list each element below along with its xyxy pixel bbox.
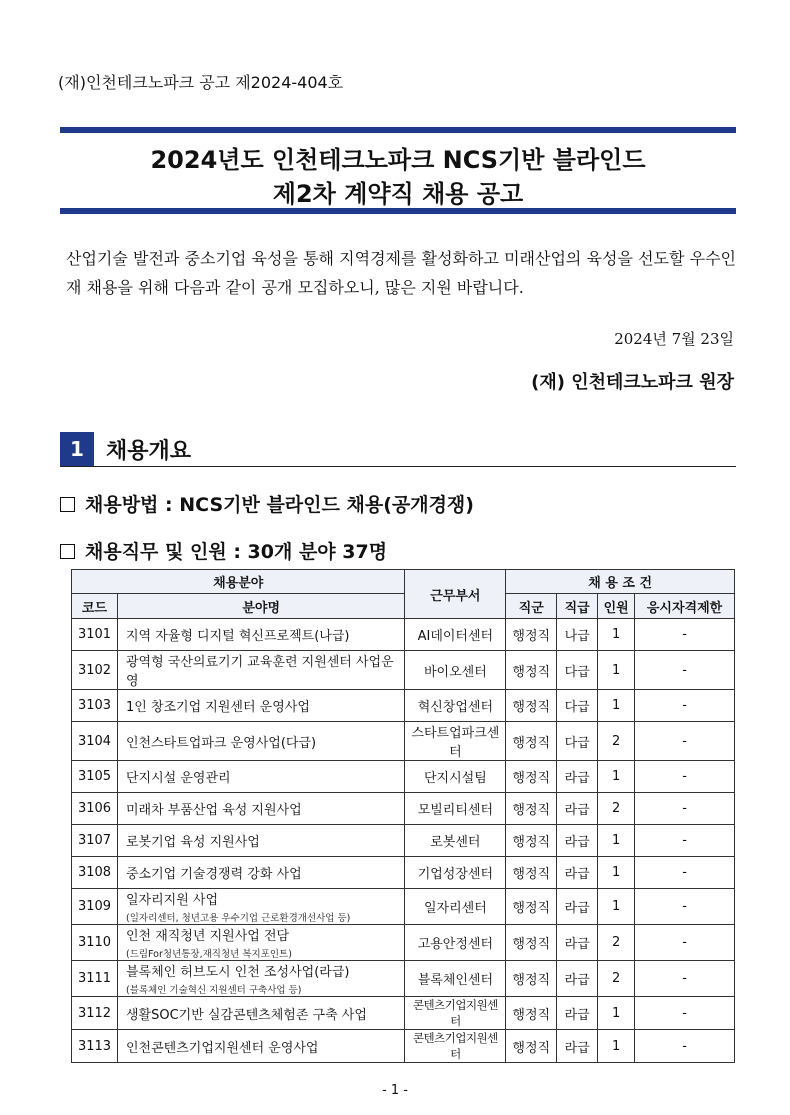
section-title: 채용개요 xyxy=(106,439,192,464)
cell-count: 1 xyxy=(598,1030,635,1063)
cell-restriction: - xyxy=(635,793,735,825)
cell-name xyxy=(117,857,404,889)
cell-grade: 라급 xyxy=(557,793,598,825)
header-job-group: 직군 xyxy=(506,594,557,619)
cell-group: 행정직 xyxy=(506,997,557,1030)
cell-count: 1 xyxy=(598,825,635,857)
cell-name xyxy=(117,961,404,997)
field-name-text: 인천콘텐츠기업지원센터 운영사업 xyxy=(125,1040,319,1056)
cell-code: 3105 xyxy=(72,761,118,793)
cell-name xyxy=(117,825,404,857)
cell-count: 2 xyxy=(598,961,635,997)
cell-dept: 모빌리티센터 xyxy=(405,793,506,825)
cell-grade: 다급 xyxy=(557,690,598,722)
table-row xyxy=(72,961,735,997)
checkbox-square-icon xyxy=(60,497,75,512)
cell-code: 3108 xyxy=(72,857,118,889)
cell-grade: 라급 xyxy=(557,889,598,925)
table-row xyxy=(72,857,735,889)
cell-dept: 일자리센터 xyxy=(405,889,506,925)
bullet-recruit-method xyxy=(60,490,474,517)
cell-code: 3101 xyxy=(72,619,118,651)
cell-dept: 로봇센터 xyxy=(405,825,506,857)
field-name-text: 블록체인 허브도시 인천 조성사업(라급) xyxy=(125,965,350,980)
field-name-text: 지역 자율형 디지털 혁신프로젝트(나급) xyxy=(125,629,350,644)
cell-group: 행정직 xyxy=(506,761,557,793)
cell-name xyxy=(117,690,404,722)
cell-grade: 라급 xyxy=(557,825,598,857)
cell-group: 행정직 xyxy=(506,722,557,761)
cell-restriction: - xyxy=(635,825,735,857)
page-title-line1: 2024년도 인천테크노파크 NCS기반 블라인드 xyxy=(150,146,646,174)
bullet-text: 채용방법 : NCS기반 블라인드 채용(공개경쟁) xyxy=(85,494,474,516)
title-bottom-rule xyxy=(60,208,736,214)
header-count: 인원 xyxy=(598,594,635,619)
cell-count: 2 xyxy=(598,722,635,761)
cell-group: 행정직 xyxy=(506,925,557,961)
cell-restriction: - xyxy=(635,961,735,997)
cell-grade: 다급 xyxy=(557,722,598,761)
field-name-text: 일자리지원 사업 xyxy=(125,893,219,908)
signer: (재) 인천테크노파크 원장 xyxy=(531,372,734,393)
cell-name xyxy=(117,997,404,1030)
cell-group: 행정직 xyxy=(506,1030,557,1063)
field-name-text: 광역형 국산의료기기 교육훈련 지원센터 사업운영 xyxy=(125,655,394,689)
cell-restriction: - xyxy=(635,1030,735,1063)
header-grade: 직급 xyxy=(557,594,598,619)
field-name-text: 생활SOC기반 실감콘텐츠체험존 구축 사업 xyxy=(125,1007,367,1023)
cell-code: 3102 xyxy=(72,651,118,690)
cell-dept: 기업성장센터 xyxy=(405,857,506,889)
header-restriction: 응시자격제한 xyxy=(635,594,735,619)
cell-name xyxy=(117,889,404,925)
table-row xyxy=(72,690,735,722)
field-name-text: 1인 창조기업 지원센터 운영사업 xyxy=(125,700,310,715)
cell-dept: 콘텐츠기업지원센터 xyxy=(405,1030,506,1063)
cell-grade: 라급 xyxy=(557,857,598,889)
cell-name xyxy=(117,722,404,761)
cell-restriction: - xyxy=(635,619,735,651)
cell-group: 행정직 xyxy=(506,651,557,690)
table-body xyxy=(72,619,735,1063)
field-name-text: 인천 재직청년 지원사업 전담 xyxy=(125,929,290,944)
cell-group: 행정직 xyxy=(506,825,557,857)
cell-grade: 다급 xyxy=(557,651,598,690)
cell-restriction: - xyxy=(635,761,735,793)
cell-dept: 단지시설팀 xyxy=(405,761,506,793)
cell-code: 3104 xyxy=(72,722,118,761)
cell-dept: 콘텐츠기업지원센터 xyxy=(405,997,506,1030)
cell-count: 1 xyxy=(598,761,635,793)
table-row xyxy=(72,889,735,925)
table-row xyxy=(72,722,735,761)
cell-group: 행정직 xyxy=(506,961,557,997)
cell-dept: 바이오센터 xyxy=(405,651,506,690)
field-name-text: 단지시설 운영관리 xyxy=(125,771,231,786)
cell-count: 1 xyxy=(598,651,635,690)
header-field-name: 분야명 xyxy=(117,594,404,619)
table-row xyxy=(72,761,735,793)
field-name-text: 미래차 부품산업 육성 지원사업 xyxy=(125,803,302,818)
cell-group: 행정직 xyxy=(506,690,557,722)
cell-grade: 라급 xyxy=(557,961,598,997)
page-title-line2: 제2차 계약직 채용 공고 xyxy=(272,180,524,208)
notice-number: (재)인천테크노파크 공고 제2024-404호 xyxy=(58,73,344,92)
table-row xyxy=(72,793,735,825)
header-dept: 근무부서 xyxy=(405,570,506,619)
bullet-text: 채용직무 및 인원 : 30개 분야 37명 xyxy=(85,541,388,563)
cell-code: 3112 xyxy=(72,997,118,1030)
checkbox-square-icon xyxy=(60,544,75,559)
title-top-rule xyxy=(60,127,736,133)
field-name-subtext: (일자리센터, 청년고용 우수기업 근로환경개선사업 등) xyxy=(125,913,351,924)
cell-group: 행정직 xyxy=(506,793,557,825)
cell-grade: 나급 xyxy=(557,619,598,651)
field-name-text: 로봇기업 육성 지원사업 xyxy=(125,835,260,850)
cell-dept: 블록체인센터 xyxy=(405,961,506,997)
cell-count: 2 xyxy=(598,925,635,961)
table-row xyxy=(72,997,735,1030)
cell-code: 3107 xyxy=(72,825,118,857)
cell-code: 3103 xyxy=(72,690,118,722)
cell-count: 1 xyxy=(598,997,635,1030)
table-row xyxy=(72,619,735,651)
cell-restriction: - xyxy=(635,651,735,690)
notice-date: 2024년 7월 23일 xyxy=(614,330,734,348)
field-name-subtext: (드림For청년통장,재직청년 복지포인트) xyxy=(125,949,292,960)
field-name-text: 중소기업 기술경쟁력 강화 사업 xyxy=(125,867,302,882)
cell-dept: 고용안정센터 xyxy=(405,925,506,961)
cell-code: 3113 xyxy=(72,1030,118,1063)
cell-code: 3106 xyxy=(72,793,118,825)
cell-restriction: - xyxy=(635,722,735,761)
cell-code: 3109 xyxy=(72,889,118,925)
cell-count: 1 xyxy=(598,690,635,722)
cell-grade: 라급 xyxy=(557,997,598,1030)
cell-restriction: - xyxy=(635,889,735,925)
cell-name xyxy=(117,793,404,825)
table-row xyxy=(72,825,735,857)
cell-dept: 스타트업파크센터 xyxy=(405,722,506,761)
section-header xyxy=(60,432,736,467)
page-number: - 1 - xyxy=(382,1083,408,1098)
cell-name xyxy=(117,925,404,961)
cell-name xyxy=(117,761,404,793)
cell-restriction: - xyxy=(635,690,735,722)
cell-restriction: - xyxy=(635,997,735,1030)
field-name-text: 인천스타트업파크 운영사업(다급) xyxy=(125,735,317,751)
cell-code: 3111 xyxy=(72,961,118,997)
recruitment-table xyxy=(71,569,735,1063)
cell-dept: 혁신창업센터 xyxy=(405,690,506,722)
intro-paragraph: 산업기술 발전과 중소기업 육성을 통해 지역경제를 활성화하고 미래산업의 육성을 선도할 우수인재 채용을 위해 다음과 같이 공개 모집하오니, 많은 지원 바랍니다. xyxy=(66,249,736,297)
cell-group: 행정직 xyxy=(506,857,557,889)
cell-group: 행정직 xyxy=(506,619,557,651)
cell-count: 1 xyxy=(598,619,635,651)
cell-count: 1 xyxy=(598,889,635,925)
section-number: 1 xyxy=(60,432,94,466)
cell-count: 1 xyxy=(598,857,635,889)
cell-code: 3110 xyxy=(72,925,118,961)
table-row xyxy=(72,925,735,961)
field-name-subtext: (블록체인 기술혁신 지원센터 구축사업 등) xyxy=(125,985,302,996)
cell-grade: 라급 xyxy=(557,925,598,961)
table-row xyxy=(72,1030,735,1063)
header-conditions: 채 용 조 건 xyxy=(506,570,735,594)
cell-grade: 라급 xyxy=(557,761,598,793)
cell-restriction: - xyxy=(635,857,735,889)
cell-dept: AI데이터센터 xyxy=(405,619,506,651)
table-row xyxy=(72,651,735,690)
cell-restriction: - xyxy=(635,925,735,961)
cell-count: 2 xyxy=(598,793,635,825)
cell-group: 행정직 xyxy=(506,889,557,925)
header-code: 코드 xyxy=(72,594,118,619)
header-field: 채용분야 xyxy=(72,570,405,594)
cell-name xyxy=(117,619,404,651)
cell-name xyxy=(117,651,404,690)
cell-grade: 라급 xyxy=(557,1030,598,1063)
bullet-recruit-positions xyxy=(60,537,387,564)
cell-name xyxy=(117,1030,404,1063)
